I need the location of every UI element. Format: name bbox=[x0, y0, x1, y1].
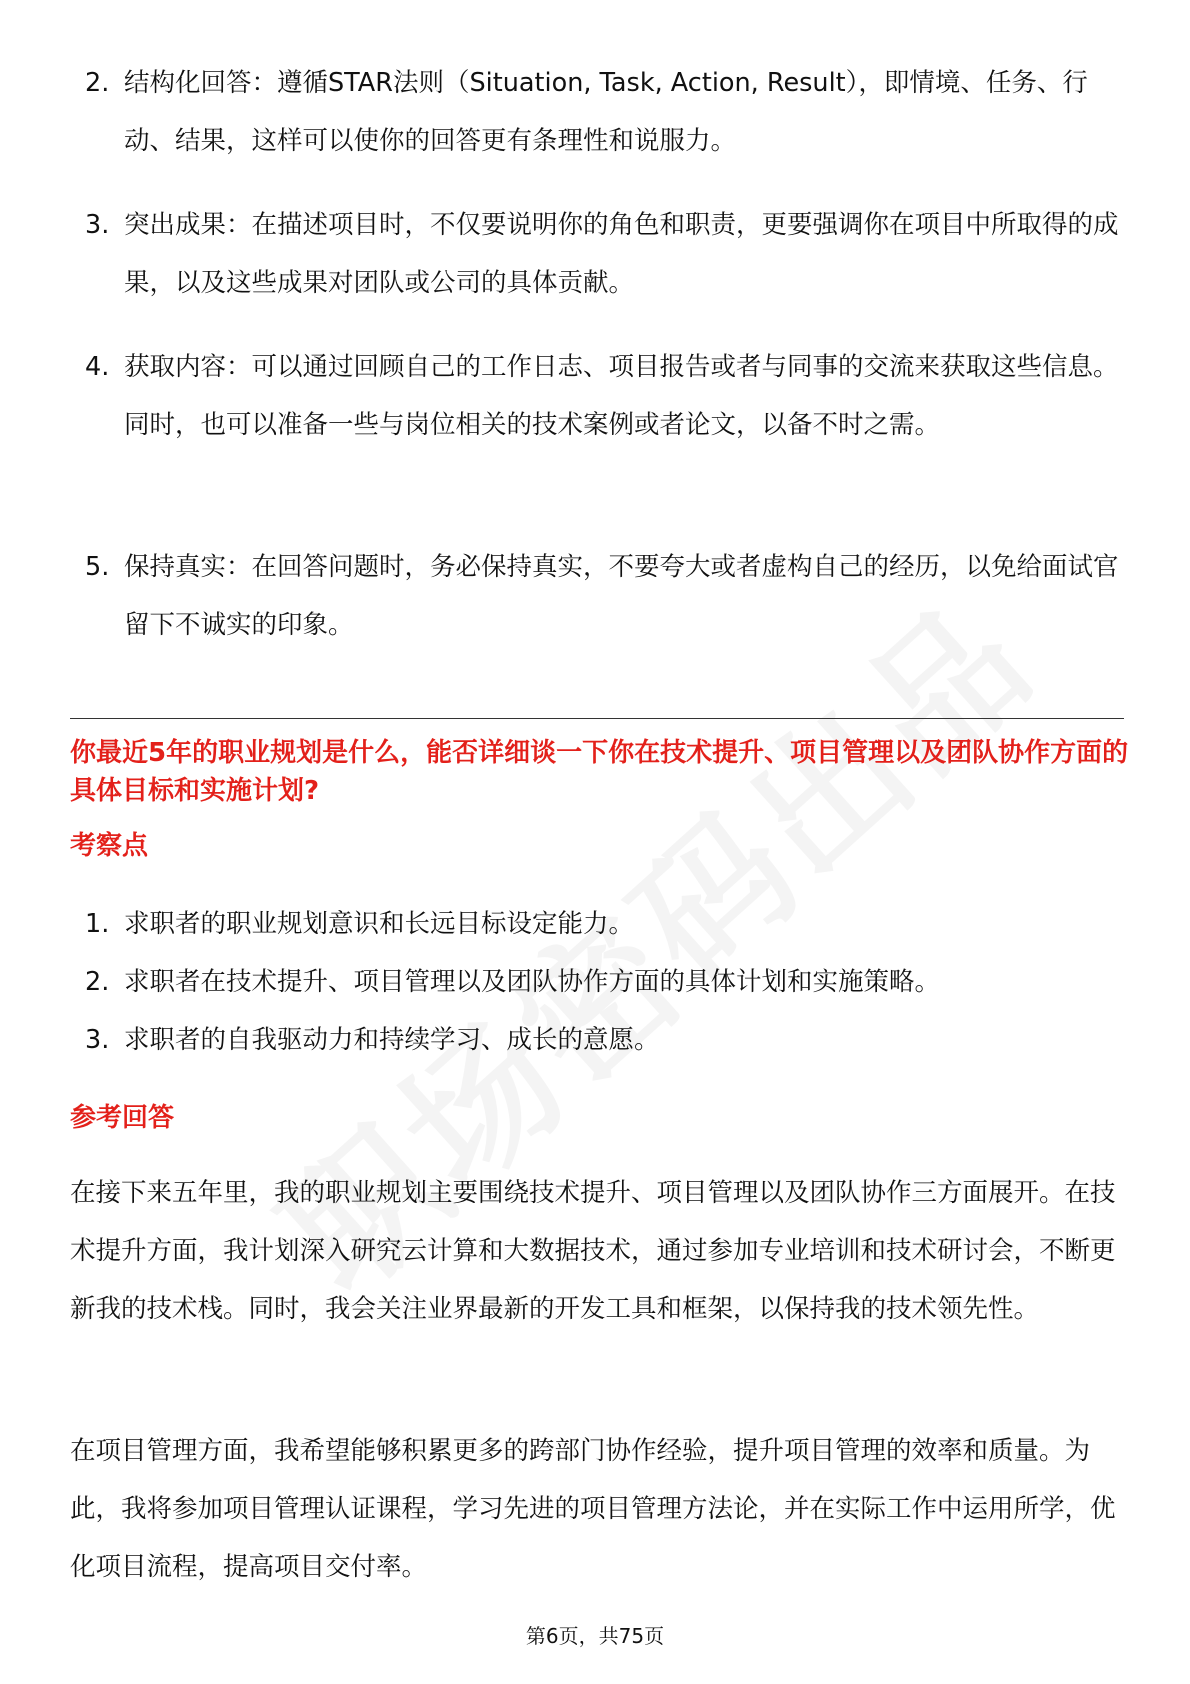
answer-paragraph: 在接下来五年里，我的职业规划主要围绕技术提升、项目管理以及团队协作三方面展开。在技术提升方面，我计划深入研究云计算和大数据技术，通过参加专业培训和技术研讨会，不断更新我的技术栈。同时，我会关注业界最新的开发工具和框架，以保持我的技术领先性。 bbox=[70, 1178, 1116, 1324]
list-number: 5. bbox=[85, 552, 110, 582]
list-number: 1. bbox=[85, 909, 110, 939]
list-number: 3. bbox=[85, 210, 110, 240]
list-number: 4. bbox=[85, 352, 110, 382]
list-number: 2. bbox=[85, 68, 110, 98]
list-text: 结构化回答：遵循STAR法则（Situation, Task, Action, Result），即情境、任务、行动、结果，这样可以使你的回答更有条理性和说服力。 bbox=[124, 68, 1088, 156]
list-text: 获取内容：可以通过回顾自己的工作日志、项目报告或者与同事的交流来获取这些信息。同时，也可以准备一些与岗位相关的技术案例或者论文，以备不时之需。 bbox=[124, 352, 1119, 440]
focus-point bbox=[70, 962, 1120, 1002]
list-text: 求职者的职业规划意识和长远目标设定能力。 bbox=[124, 909, 635, 939]
question-heading: 你最近5年的职业规划是什么，能否详细谈一下你在技术提升、项目管理以及团队协作方面的具体目标和实施计划? bbox=[70, 738, 1129, 806]
list-text: 求职者在技术提升、项目管理以及团队协作方面的具体计划和实施策略。 bbox=[124, 967, 941, 997]
page-number: 第6页，共75页 bbox=[525, 1624, 665, 1648]
section-divider bbox=[70, 718, 1124, 719]
focus-label: 考察点 bbox=[70, 831, 149, 861]
answer-label: 参考回答 bbox=[70, 1103, 175, 1133]
focus-point bbox=[70, 1020, 1120, 1060]
focus-point bbox=[70, 904, 1120, 944]
list-text: 保持真实：在回答问题时，务必保持真实，不要夸大或者虚构自己的经历，以免给面试官留下不诚实的印象。 bbox=[124, 552, 1119, 640]
list-text: 突出成果：在描述项目时，不仅要说明你的角色和职责，更要强调你在项目中所取得的成果，以及这些成果对团队或公司的具体贡献。 bbox=[124, 210, 1119, 298]
list-item bbox=[70, 196, 1120, 312]
list-item bbox=[70, 54, 1120, 170]
list-item bbox=[70, 538, 1120, 654]
list-text: 求职者的自我驱动力和持续学习、成长的意愿。 bbox=[124, 1025, 660, 1055]
list-number: 3. bbox=[85, 1025, 110, 1055]
answer-paragraph: 在项目管理方面，我希望能够积累更多的跨部门协作经验，提升项目管理的效率和质量。为此，我将参加项目管理认证课程，学习先进的项目管理方法论，并在实际工作中运用所学，优化项目流程，提高项目交付率。 bbox=[70, 1436, 1116, 1582]
list-item bbox=[70, 338, 1120, 454]
list-number: 2. bbox=[85, 967, 110, 997]
